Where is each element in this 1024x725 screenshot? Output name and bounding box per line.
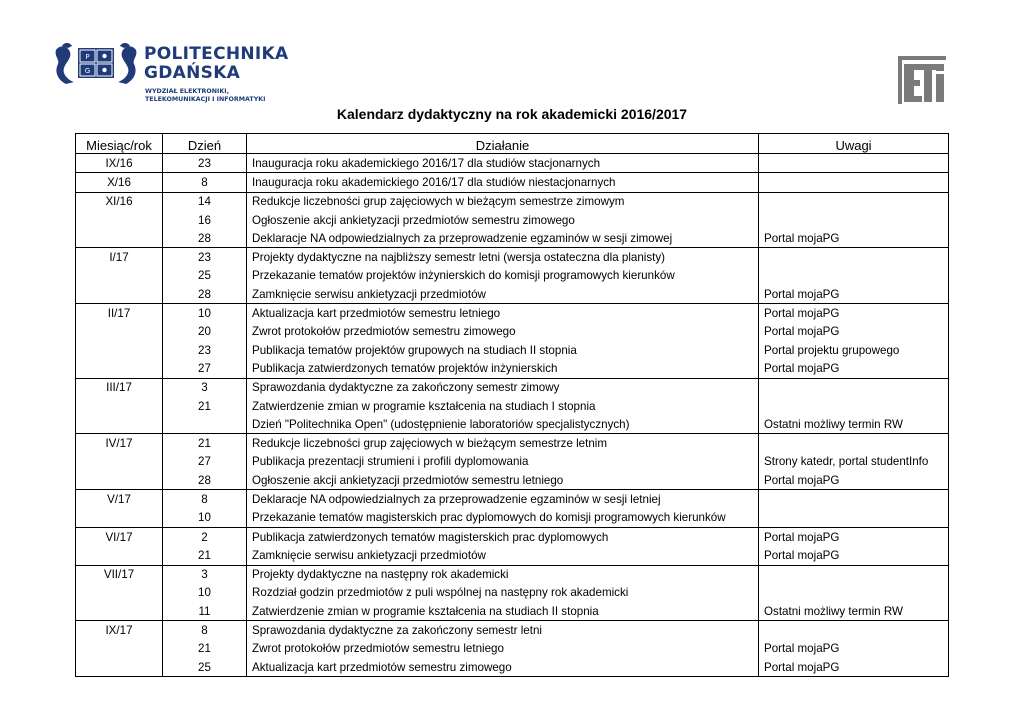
month-cell: VI/17 xyxy=(76,527,163,546)
notes-cell xyxy=(759,267,949,285)
action-cell: Dzień "Politechnika Open" (udostępnienie laboratoriów specjalistycznych) xyxy=(247,415,759,434)
table-row xyxy=(76,397,949,415)
day-cell: 25 xyxy=(163,658,247,677)
notes-cell xyxy=(759,397,949,415)
table-row xyxy=(76,154,949,173)
crest-icon xyxy=(52,42,140,86)
table-row xyxy=(76,378,949,397)
action-cell: Redukcje liczebności grup zajęciowych w bieżącym semestrze zimowym xyxy=(247,192,759,211)
notes-cell xyxy=(759,192,949,211)
day-cell: 3 xyxy=(163,565,247,584)
action-cell: Deklaracje NA odpowiedzialnych za przeprowadzenie egzaminów w sesji zimowej xyxy=(247,229,759,248)
table-row xyxy=(76,490,949,509)
notes-cell: Portal mojaPG xyxy=(759,229,949,248)
day-cell: 21 xyxy=(163,546,247,565)
month-cell: II/17 xyxy=(76,304,163,323)
action-cell: Zamknięcie serwisu ankietyzacji przedmiotów xyxy=(247,285,759,304)
day-cell: 25 xyxy=(163,267,247,285)
month-cell xyxy=(76,509,163,528)
day-cell: 21 xyxy=(163,640,247,658)
month-cell xyxy=(76,584,163,602)
month-cell xyxy=(76,267,163,285)
month-cell: I/17 xyxy=(76,248,163,267)
svg-text:P: P xyxy=(85,53,90,61)
action-cell: Aktualizacja kart przedmiotów semestru letniego xyxy=(247,304,759,323)
column-header-day: Dzień xyxy=(163,134,247,154)
action-cell: Przekazanie tematów magisterskich prac dyplomowych do komisji programowych kierunków xyxy=(247,509,759,528)
month-cell: III/17 xyxy=(76,378,163,397)
day-cell: 28 xyxy=(163,229,247,248)
action-cell: Ogłoszenie akcji ankietyzacji przedmiotów semestru letniego xyxy=(247,471,759,490)
politechnika-logo xyxy=(52,42,289,108)
day-cell: 14 xyxy=(163,192,247,211)
column-header-notes: Uwagi xyxy=(759,134,949,154)
table-row xyxy=(76,471,949,490)
action-cell: Ogłoszenie akcji ankietyzacji przedmiotów semestru zimowego xyxy=(247,211,759,229)
university-name-line1: POLITECHNIKA xyxy=(144,44,289,64)
month-cell xyxy=(76,453,163,471)
university-name-line2: GDAŃSKA xyxy=(144,63,241,83)
table-row xyxy=(76,359,949,378)
action-cell: Publikacja prezentacji strumieni i profili dyplomowania xyxy=(247,453,759,471)
day-cell: 10 xyxy=(163,509,247,528)
notes-cell xyxy=(759,565,949,584)
day-cell: 27 xyxy=(163,359,247,378)
table-row xyxy=(76,602,949,621)
column-header-action: Działanie xyxy=(247,134,759,154)
day-cell: 28 xyxy=(163,285,247,304)
action-cell: Aktualizacja kart przedmiotów semestru zimowego xyxy=(247,658,759,677)
table-row xyxy=(76,434,949,453)
month-cell xyxy=(76,640,163,658)
notes-cell: Portal mojaPG xyxy=(759,359,949,378)
action-cell: Zwrot protokołów przedmiotów semestru zimowego xyxy=(247,323,759,341)
action-cell: Projekty dydaktyczne na następny rok akademicki xyxy=(247,565,759,584)
notes-cell: Portal projektu grupowego xyxy=(759,341,949,359)
table-row xyxy=(76,584,949,602)
table-row xyxy=(76,267,949,285)
action-cell: Zatwierdzenie zmian w programie kształcenia na studiach II stopnia xyxy=(247,602,759,621)
notes-cell: Portal mojaPG xyxy=(759,471,949,490)
month-cell xyxy=(76,211,163,229)
month-cell xyxy=(76,471,163,490)
month-cell xyxy=(76,359,163,378)
table-row xyxy=(76,285,949,304)
month-cell: IV/17 xyxy=(76,434,163,453)
notes-cell xyxy=(759,211,949,229)
action-cell: Publikacja zatwierdzonych tematów magisterskich prac dyplomowych xyxy=(247,527,759,546)
action-cell: Zamknięcie serwisu ankietyzacji przedmiotów xyxy=(247,546,759,565)
day-cell: 23 xyxy=(163,341,247,359)
day-cell xyxy=(163,415,247,434)
notes-cell xyxy=(759,584,949,602)
column-header-month: Miesiąc/rok xyxy=(76,134,163,154)
notes-cell: Portal mojaPG xyxy=(759,285,949,304)
document-title: Kalendarz dydaktyczny na rok akademicki 2016/2017 xyxy=(336,106,688,122)
month-cell: IX/17 xyxy=(76,621,163,640)
eti-logo xyxy=(898,56,946,104)
action-cell: Inauguracja roku akademickiego 2016/17 dla studiów niestacjonarnych xyxy=(247,173,759,192)
day-cell: 10 xyxy=(163,584,247,602)
faculty-name-line1: WYDZIAŁ ELEKTRONIKI, xyxy=(145,88,229,95)
day-cell: 8 xyxy=(163,173,247,192)
action-cell: Sprawozdania dydaktyczne za zakończony semestr letni xyxy=(247,621,759,640)
table-row xyxy=(76,173,949,192)
month-cell xyxy=(76,397,163,415)
day-cell: 27 xyxy=(163,453,247,471)
action-cell: Inauguracja roku akademickiego 2016/17 dla studiów stacjonarnych xyxy=(247,154,759,173)
notes-cell: Ostatni możliwy termin RW xyxy=(759,602,949,621)
action-cell: Zwrot protokołów przedmiotów semestru letniego xyxy=(247,640,759,658)
action-cell: Publikacja tematów projektów grupowych na studiach II stopnia xyxy=(247,341,759,359)
month-cell xyxy=(76,658,163,677)
month-cell: V/17 xyxy=(76,490,163,509)
table-row xyxy=(76,192,949,211)
notes-cell xyxy=(759,509,949,528)
action-cell: Zatwierdzenie zmian w programie kształcenia na studiach I stopnia xyxy=(247,397,759,415)
notes-cell xyxy=(759,154,949,173)
table-body xyxy=(76,154,949,677)
notes-cell: Ostatni możliwy termin RW xyxy=(759,415,949,434)
month-cell xyxy=(76,546,163,565)
day-cell: 23 xyxy=(163,248,247,267)
table-header-row xyxy=(76,134,949,154)
table-row xyxy=(76,527,949,546)
table-row xyxy=(76,509,949,528)
notes-cell: Strony katedr, portal studentInfo xyxy=(759,453,949,471)
table-row xyxy=(76,546,949,565)
action-cell: Projekty dydaktyczne na najbliższy semestr letni (wersja ostateczna dla planisty) xyxy=(247,248,759,267)
notes-cell xyxy=(759,621,949,640)
day-cell: 11 xyxy=(163,602,247,621)
action-cell: Publikacja zatwierdzonych tematów projektów inżynierskich xyxy=(247,359,759,378)
table-row xyxy=(76,640,949,658)
table-row xyxy=(76,658,949,677)
table-row xyxy=(76,211,949,229)
faculty-name-line2: TELEKOMUNIKACJI I INFORMATYKI xyxy=(145,96,266,103)
notes-cell: Portal mojaPG xyxy=(759,658,949,677)
day-cell: 20 xyxy=(163,323,247,341)
table-row xyxy=(76,415,949,434)
day-cell: 21 xyxy=(163,397,247,415)
notes-cell: Portal mojaPG xyxy=(759,640,949,658)
month-cell: XI/16 xyxy=(76,192,163,211)
table-row xyxy=(76,453,949,471)
notes-cell xyxy=(759,490,949,509)
day-cell: 3 xyxy=(163,378,247,397)
eti-logo-icon xyxy=(898,56,946,104)
month-cell xyxy=(76,285,163,304)
day-cell: 8 xyxy=(163,490,247,509)
table-row xyxy=(76,229,949,248)
notes-cell xyxy=(759,434,949,453)
table-row xyxy=(76,341,949,359)
table-row xyxy=(76,565,949,584)
day-cell: 23 xyxy=(163,154,247,173)
month-cell: IX/16 xyxy=(76,154,163,173)
table-row xyxy=(76,323,949,341)
day-cell: 16 xyxy=(163,211,247,229)
day-cell: 8 xyxy=(163,621,247,640)
notes-cell: Portal mojaPG xyxy=(759,304,949,323)
svg-text:G: G xyxy=(84,67,91,75)
table-row xyxy=(76,621,949,640)
action-cell: Rozdział godzin przedmiotów z puli wspólnej na następny rok akademicki xyxy=(247,584,759,602)
notes-cell xyxy=(759,173,949,192)
action-cell: Redukcje liczebności grup zajęciowych w bieżącym semestrze letnim xyxy=(247,434,759,453)
month-cell xyxy=(76,341,163,359)
month-cell xyxy=(76,415,163,434)
table-row xyxy=(76,248,949,267)
day-cell: 2 xyxy=(163,527,247,546)
month-cell: VII/17 xyxy=(76,565,163,584)
month-cell: X/16 xyxy=(76,173,163,192)
notes-cell: Portal mojaPG xyxy=(759,527,949,546)
day-cell: 28 xyxy=(163,471,247,490)
notes-cell: Portal mojaPG xyxy=(759,323,949,341)
table-row xyxy=(76,304,949,323)
notes-cell xyxy=(759,248,949,267)
notes-cell xyxy=(759,378,949,397)
month-cell xyxy=(76,602,163,621)
action-cell: Przekazanie tematów projektów inżynierskich do komisji programowych kierunków xyxy=(247,267,759,285)
calendar-table xyxy=(75,133,949,677)
month-cell xyxy=(76,229,163,248)
action-cell: Sprawozdania dydaktyczne za zakończony semestr zimowy xyxy=(247,378,759,397)
day-cell: 21 xyxy=(163,434,247,453)
month-cell xyxy=(76,323,163,341)
day-cell: 10 xyxy=(163,304,247,323)
notes-cell: Portal mojaPG xyxy=(759,546,949,565)
action-cell: Deklaracje NA odpowiedzialnych za przeprowadzenie egzaminów w sesji letniej xyxy=(247,490,759,509)
